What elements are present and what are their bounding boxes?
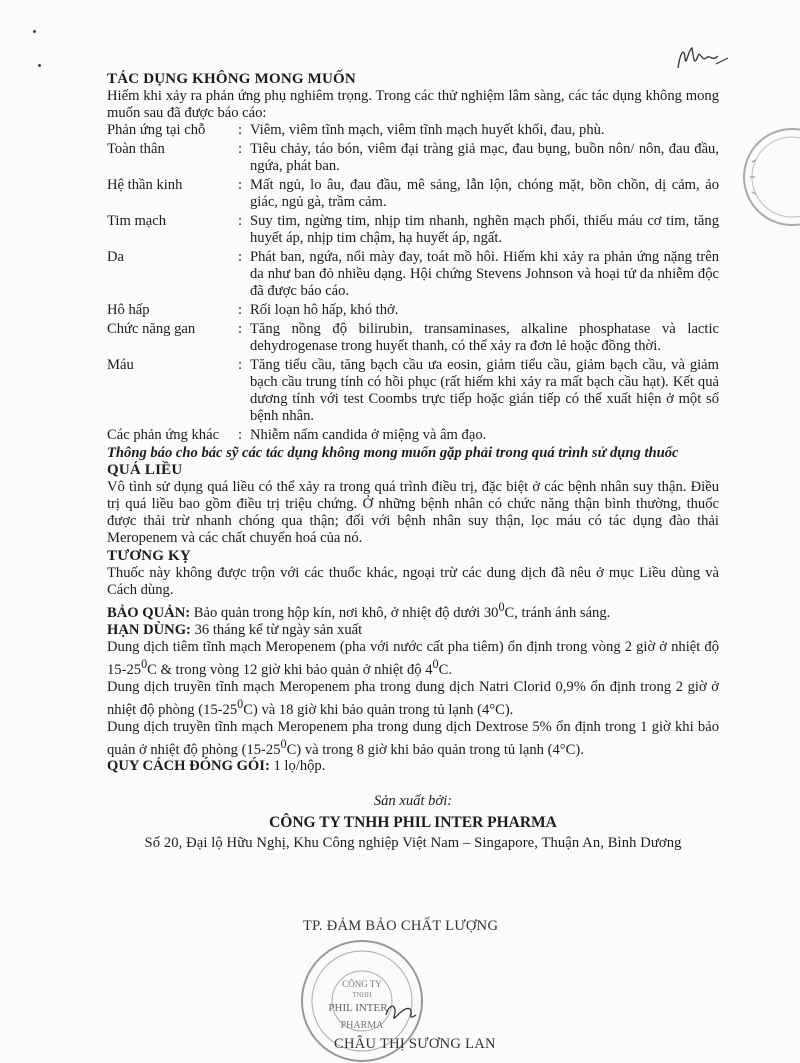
adverse-row-text: Phát ban, ngứa, nổi mày đay, toát mồ hôi. Hiếm khi xảy ra phản ứng nặng trên da như ban đỏ nhiều dạng. Hội chứng Stevens Johnson và hoại tử da nhiễm độc đã được báo cáo. bbox=[250, 249, 719, 299]
leaflet-page bbox=[107, 70, 719, 852]
adverse-row-label: Tim mạch bbox=[107, 213, 167, 229]
side-stamp-seal bbox=[722, 122, 800, 232]
adverse-row-label: Các phản ứng khác bbox=[107, 427, 220, 443]
adverse-row: Chức năng gan : Tăng nồng độ bilirubin, transaminases, alkaline phosphatase và lactic dehydrogenase trong huyết thanh, có thể xảy ra đơn lẻ hoặc đồng thời. bbox=[107, 321, 719, 354]
adverse-row-label: Hệ thần kinh bbox=[107, 177, 183, 193]
adverse-row: Hô hấp : Rối loạn hô hấp, khó thở. bbox=[107, 302, 399, 318]
shelf-life-heading: HẠN DÙNG: bbox=[107, 621, 191, 638]
shelf-life-line: HẠN DÙNG: 36 tháng kể từ ngày sản xuất bbox=[107, 621, 363, 638]
packing-line: QUY CÁCH ĐÓNG GÓI: 1 lọ/hộp. bbox=[107, 758, 326, 775]
adverse-effects-notice: Thông báo cho bác sỹ các tác dụng không mong muốn gặp phải trong quá trình sử dụng thuốc bbox=[107, 445, 679, 461]
adverse-row: Phản ứng tại chỗ : Viêm, viêm tĩnh mạch, viêm tĩnh mạch huyết khối, đau, phù. bbox=[107, 122, 605, 138]
adverse-row: Toàn thân : Tiêu chảy, táo bón, viêm đại tràng giả mạc, đau bụng, buồn nôn/ nôn, đau đầu, ngứa, phát ban. bbox=[107, 141, 719, 174]
stability-paragraph: Dung dịch truyền tĩnh mạch Meropenem pha trong dung dịch Natri Clorid 0,9% ổn định trong 2 giờ ở nhiệt độ phòng $(15-25^0C)$ và 18 giờ khi bảo quản trong tủ lạnh (4°C). bbox=[107, 678, 719, 718]
adverse-row-text: Viêm, viêm tĩnh mạch, viêm tĩnh mạch huyết khối, đau, phù. bbox=[250, 122, 605, 138]
adverse-row: Máu : Tăng tiểu cầu, tăng bạch cầu ưa eosin, giảm tiểu cầu, giảm bạch cầu, và giảm bạch cầu trung tính có hồi phục (rất hiếm khi xảy ra mất bạch cầu hạt). Kết quả dương tính với test Coombs trực tiếp hoặc gián tiếp có thể xuất hiện ở một số bệnh nhân. bbox=[107, 357, 719, 424]
adverse-row-text: Tăng tiểu cầu, tăng bạch cầu ưa eosin, giảm tiểu cầu, giảm bạch cầu, và giảm bạch cầu trung tính có hồi phục (rất hiếm khi xảy ra mất bạch cầu hạt). Kết quả dương tính với test Coombs trực tiếp hoặc gián tiếp có thể xuất hiện ở một số bệnh nhân. bbox=[250, 357, 719, 424]
seal-text: TNHH bbox=[352, 991, 372, 999]
packing-heading: QUY CÁCH ĐÓNG GÓI: bbox=[107, 758, 270, 775]
adverse-row-label: Hô hấp bbox=[107, 302, 150, 318]
manufactured-by-label: Sản xuất bởi: bbox=[373, 793, 453, 810]
adverse-row-label: Máu bbox=[107, 357, 134, 373]
seal-text: PHARMA bbox=[340, 1020, 384, 1031]
stability-paragraph: Dung dịch truyền tĩnh mạch Meropenem pha trong dung dịch Dextrose 5% ổn định trong 1 giờ khi bảo quản ở nhiệt độ phòng $(15-25^0C)$ và trong 8 giờ khi bảo quản trong tủ lạnh (4°C). bbox=[107, 718, 719, 758]
overdose-text: Vô tình sử dụng quá liều có thể xảy ra trong quá trình điều trị, đặc biệt ở các bệnh nhân suy thận. Điều trị quá liều bao gồm điều trị triệu chứng. Ở những bệnh nhân có chức năng thận bình thường, thuốc được thải trừ nhanh chóng qua thận; đối với bệnh nhân suy thận, lọc máu có tác dụng đào thải Meropenem và các chất chuyển hoá của nó. bbox=[107, 479, 719, 546]
adverse-row-text: Nhiễm nấm candida ở miệng và âm đạo. bbox=[250, 427, 487, 443]
manufacturer-name: CÔNG TY TNHH PHIL INTER PHARMA bbox=[269, 814, 557, 832]
seal-text: CÔNG TY bbox=[342, 979, 382, 989]
adverse-row-text: Suy tim, ngừng tim, nhịp tim nhanh, nghẽn mạch phổi, thiếu máu cơ tim, tăng huyết áp, nhịp tim chậm, hạ huyết áp, ngất. bbox=[250, 213, 719, 246]
adverse-row-label: Phản ứng tại chỗ bbox=[107, 122, 206, 138]
stability-paragraph: Dung dịch tiêm tĩnh mạch Meropenem (pha với nước cất pha tiêm) ổn định trong vòng 2 giờ ở nhiệt độ $15-25^0C$ & trong vòng 12 giờ khi bảo quản ở nhiệt độ $4^0C$. bbox=[107, 638, 719, 678]
storage-heading: BẢO QUẢN: bbox=[107, 604, 191, 621]
adverse-row-text: Rối loạn hô hấp, khó thở. bbox=[250, 302, 399, 318]
overdose-heading: QUÁ LIỀU bbox=[107, 462, 183, 478]
adverse-row: Da : Phát ban, ngứa, nổi mày đay, toát mồ hôi. Hiếm khi xảy ra phản ứng nặng trên da như ban đỏ nhiều dạng. Hội chứng Stevens Johnson và hoại tử da nhiễm độc đã được báo cáo. bbox=[107, 249, 719, 299]
adverse-effects-heading: TÁC DỤNG KHÔNG MONG MUỐN bbox=[107, 71, 356, 87]
adverse-effects-intro: Hiếm khi xảy ra phản ứng phụ nghiêm trọng. Trong các thử nghiệm lâm sàng, các tác dụng không mong muốn sau đã được báo cáo: bbox=[107, 88, 719, 121]
signatory-title: TP. ĐẢM BẢO CHẤT LƯỢNG bbox=[303, 918, 499, 934]
signatory-name: CHÂU THỊ SƯƠNG LAN bbox=[334, 1036, 496, 1052]
adverse-row-text: Tiêu chảy, táo bón, viêm đại tràng giả mạc, đau bụng, buồn nôn/ nôn, đau đầu, ngứa, phát ban. bbox=[250, 141, 719, 174]
adverse-row-label: Chức năng gan bbox=[107, 321, 196, 337]
adverse-row-text: Tăng nồng độ bilirubin, transaminases, alkaline phosphatase và lactic dehydrogenase trong huyết thanh, có thể xảy ra đơn lẻ hoặc đồng thời. bbox=[250, 321, 719, 354]
adverse-row: Hệ thần kinh : Mất ngủ, lo âu, đau đầu, mê sảng, lẫn lộn, chóng mặt, bồn chồn, dị cảm, ảo giác, ngủ gà, trầm cảm. bbox=[107, 177, 719, 210]
storage-line: BẢO QUẢN: Bảo quản trong hộp kín, nơi khô, ở nhiệt độ dưới $30^0C$, tránh ánh sáng. bbox=[107, 600, 611, 621]
seal-text: PHIL INTER bbox=[328, 1002, 388, 1014]
scan-speck bbox=[38, 64, 41, 67]
incompatibility-heading: TƯƠNG KỴ bbox=[107, 548, 191, 564]
adverse-row-label: Toàn thân bbox=[107, 141, 165, 157]
adverse-row: Tim mạch : Suy tim, ngừng tim, nhịp tim nhanh, nghẽn mạch phổi, thiếu máu cơ tim, tăng huyết áp, nhịp tim chậm, hạ huyết áp, ngất. bbox=[107, 213, 719, 246]
adverse-row-text: Mất ngủ, lo âu, đau đầu, mê sảng, lẫn lộn, chóng mặt, bồn chồn, dị cảm, ảo giác, ngủ gà, trầm cảm. bbox=[250, 177, 719, 210]
incompatibility-text: Thuốc này không được trộn với các thuốc khác, ngoại trừ các dung dịch đã nêu ở mục Liều dùng và Cách dùng. bbox=[107, 565, 719, 598]
scan-speck bbox=[33, 30, 36, 33]
adverse-row: Các phản ứng khác : Nhiễm nấm candida ở miệng và âm đạo. bbox=[107, 427, 487, 443]
manufacturer-address: Số 20, Đại lộ Hữu Nghị, Khu Công nghiệp Việt Nam – Singapore, Thuận An, Bình Dương bbox=[144, 835, 682, 852]
adverse-row-label: Da bbox=[107, 249, 125, 265]
